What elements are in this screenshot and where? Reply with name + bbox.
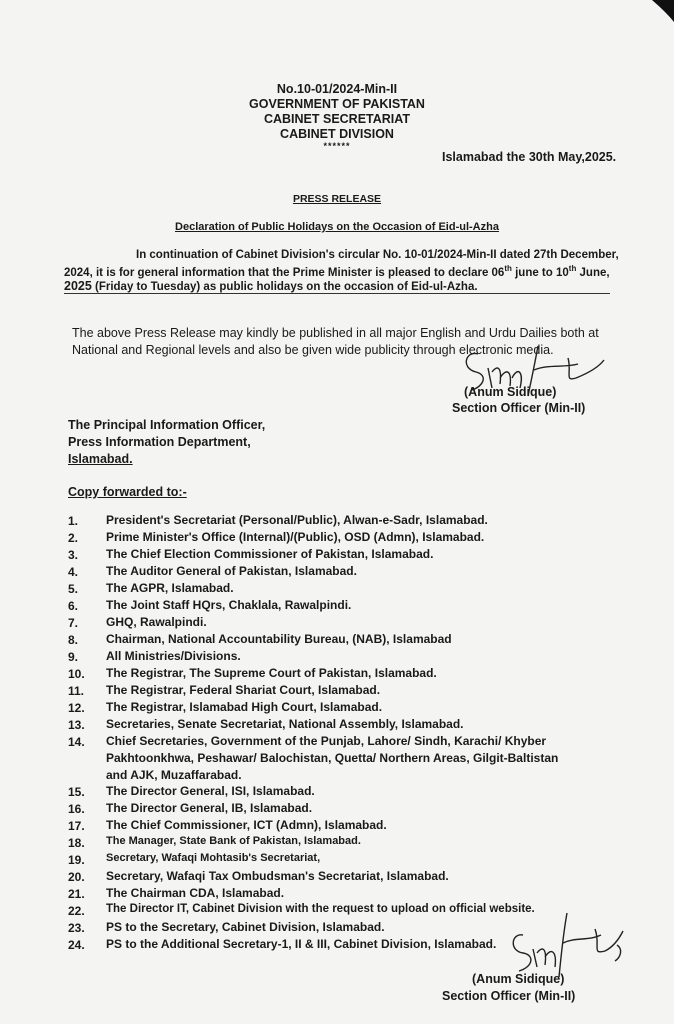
list-item: The Chief Commissioner, ICT (Admn), Islamabad. bbox=[106, 818, 387, 832]
list-item-number: 3. bbox=[68, 548, 79, 562]
list-item: Chief Secretaries, Government of the Punjab, Lahore/ Sindh, Karachi/ Khyber bbox=[106, 734, 547, 748]
list-item-number: 9. bbox=[68, 650, 79, 664]
list-item: The Registrar, Islamabad High Court, Islamabad. bbox=[106, 700, 383, 714]
list-item-number: 1. bbox=[68, 514, 79, 528]
list-item-number: 13. bbox=[68, 718, 85, 732]
list-item-number: 2. bbox=[68, 531, 79, 545]
list-item-number: 7. bbox=[68, 616, 79, 630]
divider-line bbox=[64, 293, 610, 294]
body-line-2-c: June, bbox=[576, 266, 610, 279]
list-item: Secretary, Wafaqi Mohtasib's Secretariat, bbox=[106, 852, 321, 864]
list-item-number: 16. bbox=[68, 802, 85, 816]
list-item: PS to the Secretary, Cabinet Division, Islamabad. bbox=[106, 920, 385, 934]
list-item-number: 10. bbox=[68, 667, 85, 681]
declaration-title: Declaration of Public Holidays on the Occasion of Eid-ul-Azha bbox=[175, 221, 499, 233]
list-item: The Auditor General of Pakistan, Islamabad. bbox=[106, 564, 357, 578]
list-item-number: 14. bbox=[68, 735, 85, 749]
list-item-number: 22. bbox=[68, 904, 85, 918]
list-item: PS to the Additional Secretary-1, II & III, Cabinet Division, Islamabad. bbox=[106, 937, 497, 951]
press-release-label: PRESS RELEASE bbox=[292, 193, 382, 205]
list-item: The Registrar, Federal Shariat Court, Islamabad. bbox=[106, 683, 381, 697]
body-line-3-b: (Friday to Tuesday) as public holidays on the occasion of Eid-ul-Azha. bbox=[91, 281, 478, 293]
list-item-continuation: Pakhtoonkhwa, Peshawar/ Balochistan, Quetta/ Northern Areas, Gilgit-Baltistan bbox=[106, 751, 559, 765]
dateline: Islamabad the 30th May,2025. bbox=[442, 150, 617, 164]
list-item-number: 11. bbox=[68, 684, 85, 698]
list-item: The Joint Staff HQrs, Chaklala, Rawalpindi. bbox=[106, 598, 352, 612]
signatory-title: Section Officer (Min-II) bbox=[452, 401, 586, 415]
list-item-number: 8. bbox=[68, 633, 79, 647]
list-item: Chairman, National Accountability Bureau, (NAB), Islamabad bbox=[106, 632, 452, 646]
list-item-continuation: and AJK, Muzaffarabad. bbox=[106, 768, 242, 782]
list-item: Secretary, Wafaqi Tax Ombudsman's Secretariat, Islamabad. bbox=[106, 869, 449, 883]
list-item-number: 19. bbox=[68, 853, 85, 867]
list-item: The Registrar, The Supreme Court of Pakistan, Islamabad. bbox=[106, 666, 437, 680]
file-number: No.10-01/2024-Min-II bbox=[276, 82, 398, 96]
publish-line-1: The above Press Release may kindly be published in all major English and Urdu Dailies both at bbox=[72, 326, 599, 340]
body-line-1: In continuation of Cabinet Division's circular No. 10-01/2024-Min-II dated 27th December, bbox=[136, 249, 619, 261]
list-item: The Chief Election Commissioner of Pakistan, Islamabad. bbox=[106, 547, 434, 561]
body-sup-2: th bbox=[568, 264, 577, 273]
list-item: GHQ, Rawalpindi. bbox=[106, 615, 207, 629]
list-item: All Ministries/Divisions. bbox=[106, 649, 241, 663]
addressee-line-3: Islamabad. bbox=[68, 452, 133, 466]
signatory-name: (Anum Sidique) bbox=[464, 385, 557, 399]
list-item-number: 6. bbox=[68, 599, 79, 613]
list-item-number: 20. bbox=[68, 870, 85, 884]
list-item: Secretaries, Senate Secretariat, National Assembly, Islamabad. bbox=[106, 717, 464, 731]
list-item-number: 24. bbox=[68, 938, 85, 952]
government-heading: GOVERNMENT OF PAKISTAN bbox=[249, 97, 425, 111]
list-item-number: 4. bbox=[68, 565, 79, 579]
body-line-2 bbox=[64, 264, 610, 279]
list-item-number: 18. bbox=[68, 836, 85, 850]
list-item: The AGPR, Islamabad. bbox=[106, 581, 234, 595]
list-item: The Director General, ISI, Islamabad. bbox=[106, 784, 315, 798]
body-year: 2025 bbox=[64, 279, 92, 293]
secretariat-heading: CABINET SECRETARIAT bbox=[263, 112, 411, 126]
body-sup-1: th bbox=[504, 264, 512, 273]
body-line-2-b: june to 10 bbox=[511, 266, 569, 279]
list-item-number: 5. bbox=[68, 582, 79, 596]
list-item: The Manager, State Bank of Pakistan, Islamabad. bbox=[106, 835, 361, 847]
list-item: The Director IT, Cabinet Division with the request to upload on official website. bbox=[106, 903, 535, 915]
list-item: President's Secretariat (Personal/Public), Alwan-e-Sadr, Islamabad. bbox=[106, 513, 488, 527]
list-item: Prime Minister's Office (Internal)/(Public), OSD (Admn), Islamabad. bbox=[106, 530, 485, 544]
list-item-number: 15. bbox=[68, 785, 85, 799]
list-item-number: 23. bbox=[68, 921, 85, 935]
signatory-name-2: (Anum Sidique) bbox=[472, 972, 565, 986]
signatory-title-2: Section Officer (Min-II) bbox=[442, 989, 576, 1003]
list-item-number: 17. bbox=[68, 819, 85, 833]
copy-forwarded-label: Copy forwarded to:- bbox=[68, 485, 187, 499]
list-item-number: 21. bbox=[68, 887, 85, 901]
list-item: The Chairman CDA, Islamabad. bbox=[106, 886, 285, 900]
list-item: The Director General, IB, Islamabad. bbox=[106, 801, 313, 815]
body-line-2-a: 2024, it is for general information that the Prime Minister is pleased to declare 06 bbox=[64, 266, 505, 279]
addressee-line-1: The Principal Information Officer, bbox=[68, 418, 266, 432]
body-line-3 bbox=[64, 279, 478, 293]
header-stars: ****** bbox=[323, 141, 351, 151]
page-corner-shadow bbox=[646, 0, 674, 22]
division-heading: CABINET DIVISION bbox=[280, 127, 394, 141]
addressee-line-2: Press Information Department, bbox=[68, 435, 251, 449]
list-item-number: 12. bbox=[68, 701, 85, 715]
publish-line-2: National and Regional levels and also be given wide publicity through electronic media. bbox=[72, 343, 554, 357]
